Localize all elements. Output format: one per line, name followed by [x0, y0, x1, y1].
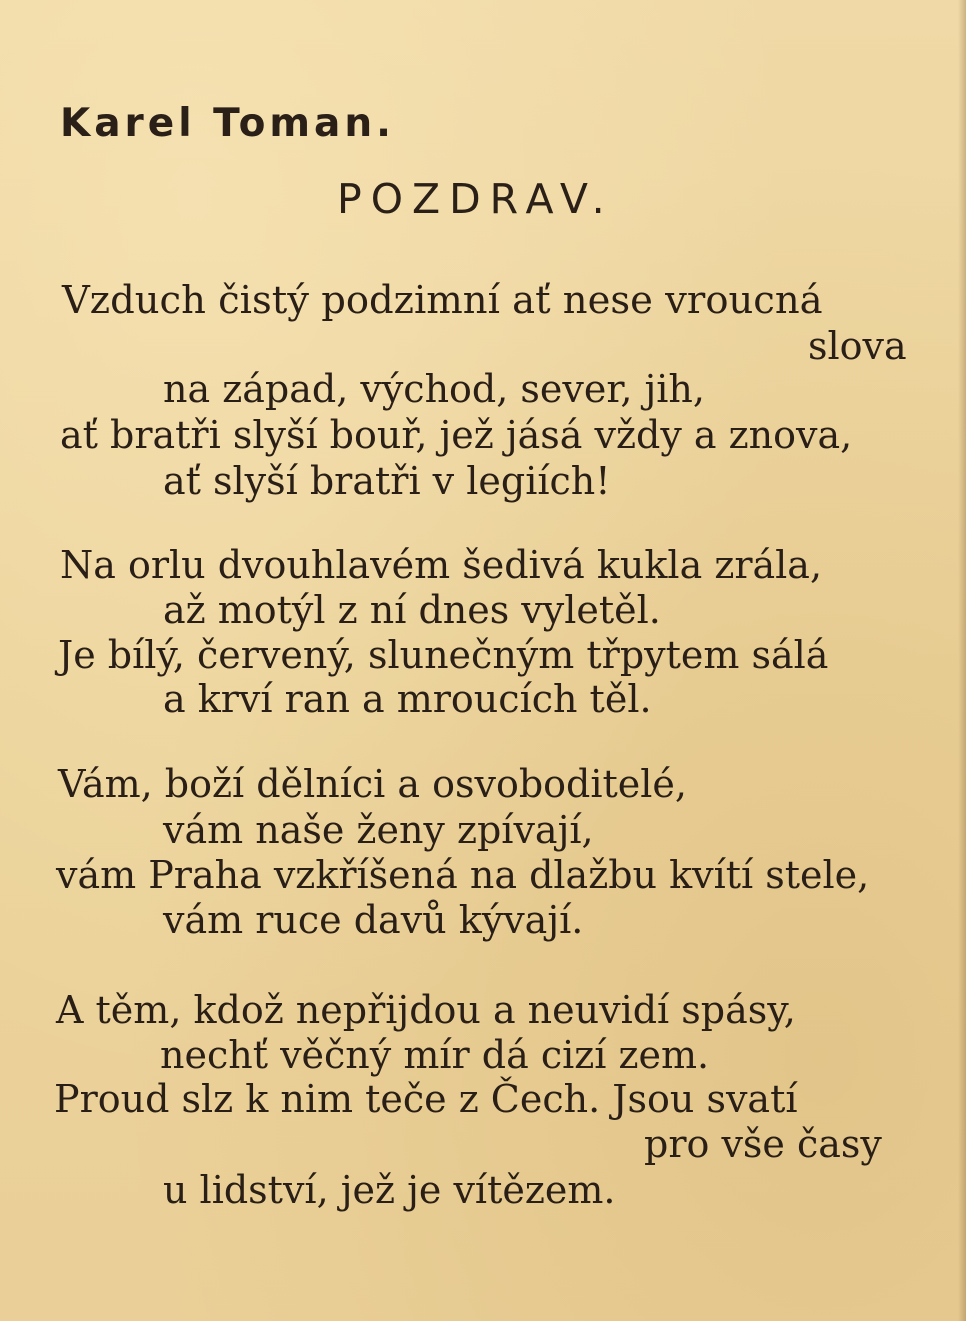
- verse-line: nechť věčný mír dá cizí zem.: [160, 1033, 710, 1077]
- verse-line: až motýl z ní dnes vyletěl.: [163, 588, 661, 632]
- verse-line: ať bratři slyší bouř, jež jásá vždy a znova,: [60, 413, 853, 457]
- verse-line: u lidství, jež je vítězem.: [163, 1168, 616, 1212]
- verse-line: vám ruce davů kývají.: [163, 898, 584, 942]
- verse-line: Je bílý, červený, slunečným třpytem sálá: [58, 633, 829, 677]
- verse-line: A těm, kdož nepřijdou a neuvidí spásy,: [56, 988, 796, 1032]
- verse-line: slova: [808, 324, 907, 368]
- poem-title: POZDRAV.: [337, 175, 614, 223]
- verse-line: Vám, boží dělníci a osvoboditelé,: [58, 762, 687, 806]
- verse-line: vám Praha vzkříšená na dlažbu kvítí stele,: [56, 853, 870, 897]
- author-name: Karel Toman.: [60, 101, 395, 146]
- verse-line: na západ, východ, sever, jih,: [163, 367, 705, 411]
- verse-line: Vzduch čistý podzimní ať nese vroucná: [62, 278, 823, 323]
- verse-line: pro vše časy: [644, 1122, 882, 1166]
- verse-line: Proud slz k nim teče z Čech. Jsou svatí: [54, 1077, 798, 1121]
- verse-line: ať slyší bratři v legiích!: [163, 459, 611, 503]
- verse-line: vám naše ženy zpívají,: [163, 808, 594, 852]
- verse-line: Na orlu dvouhlavém šedivá kukla zrála,: [60, 543, 823, 587]
- verse-line: a krví ran a mroucích těl.: [163, 677, 652, 721]
- page-edge-shadow: [958, 0, 966, 1321]
